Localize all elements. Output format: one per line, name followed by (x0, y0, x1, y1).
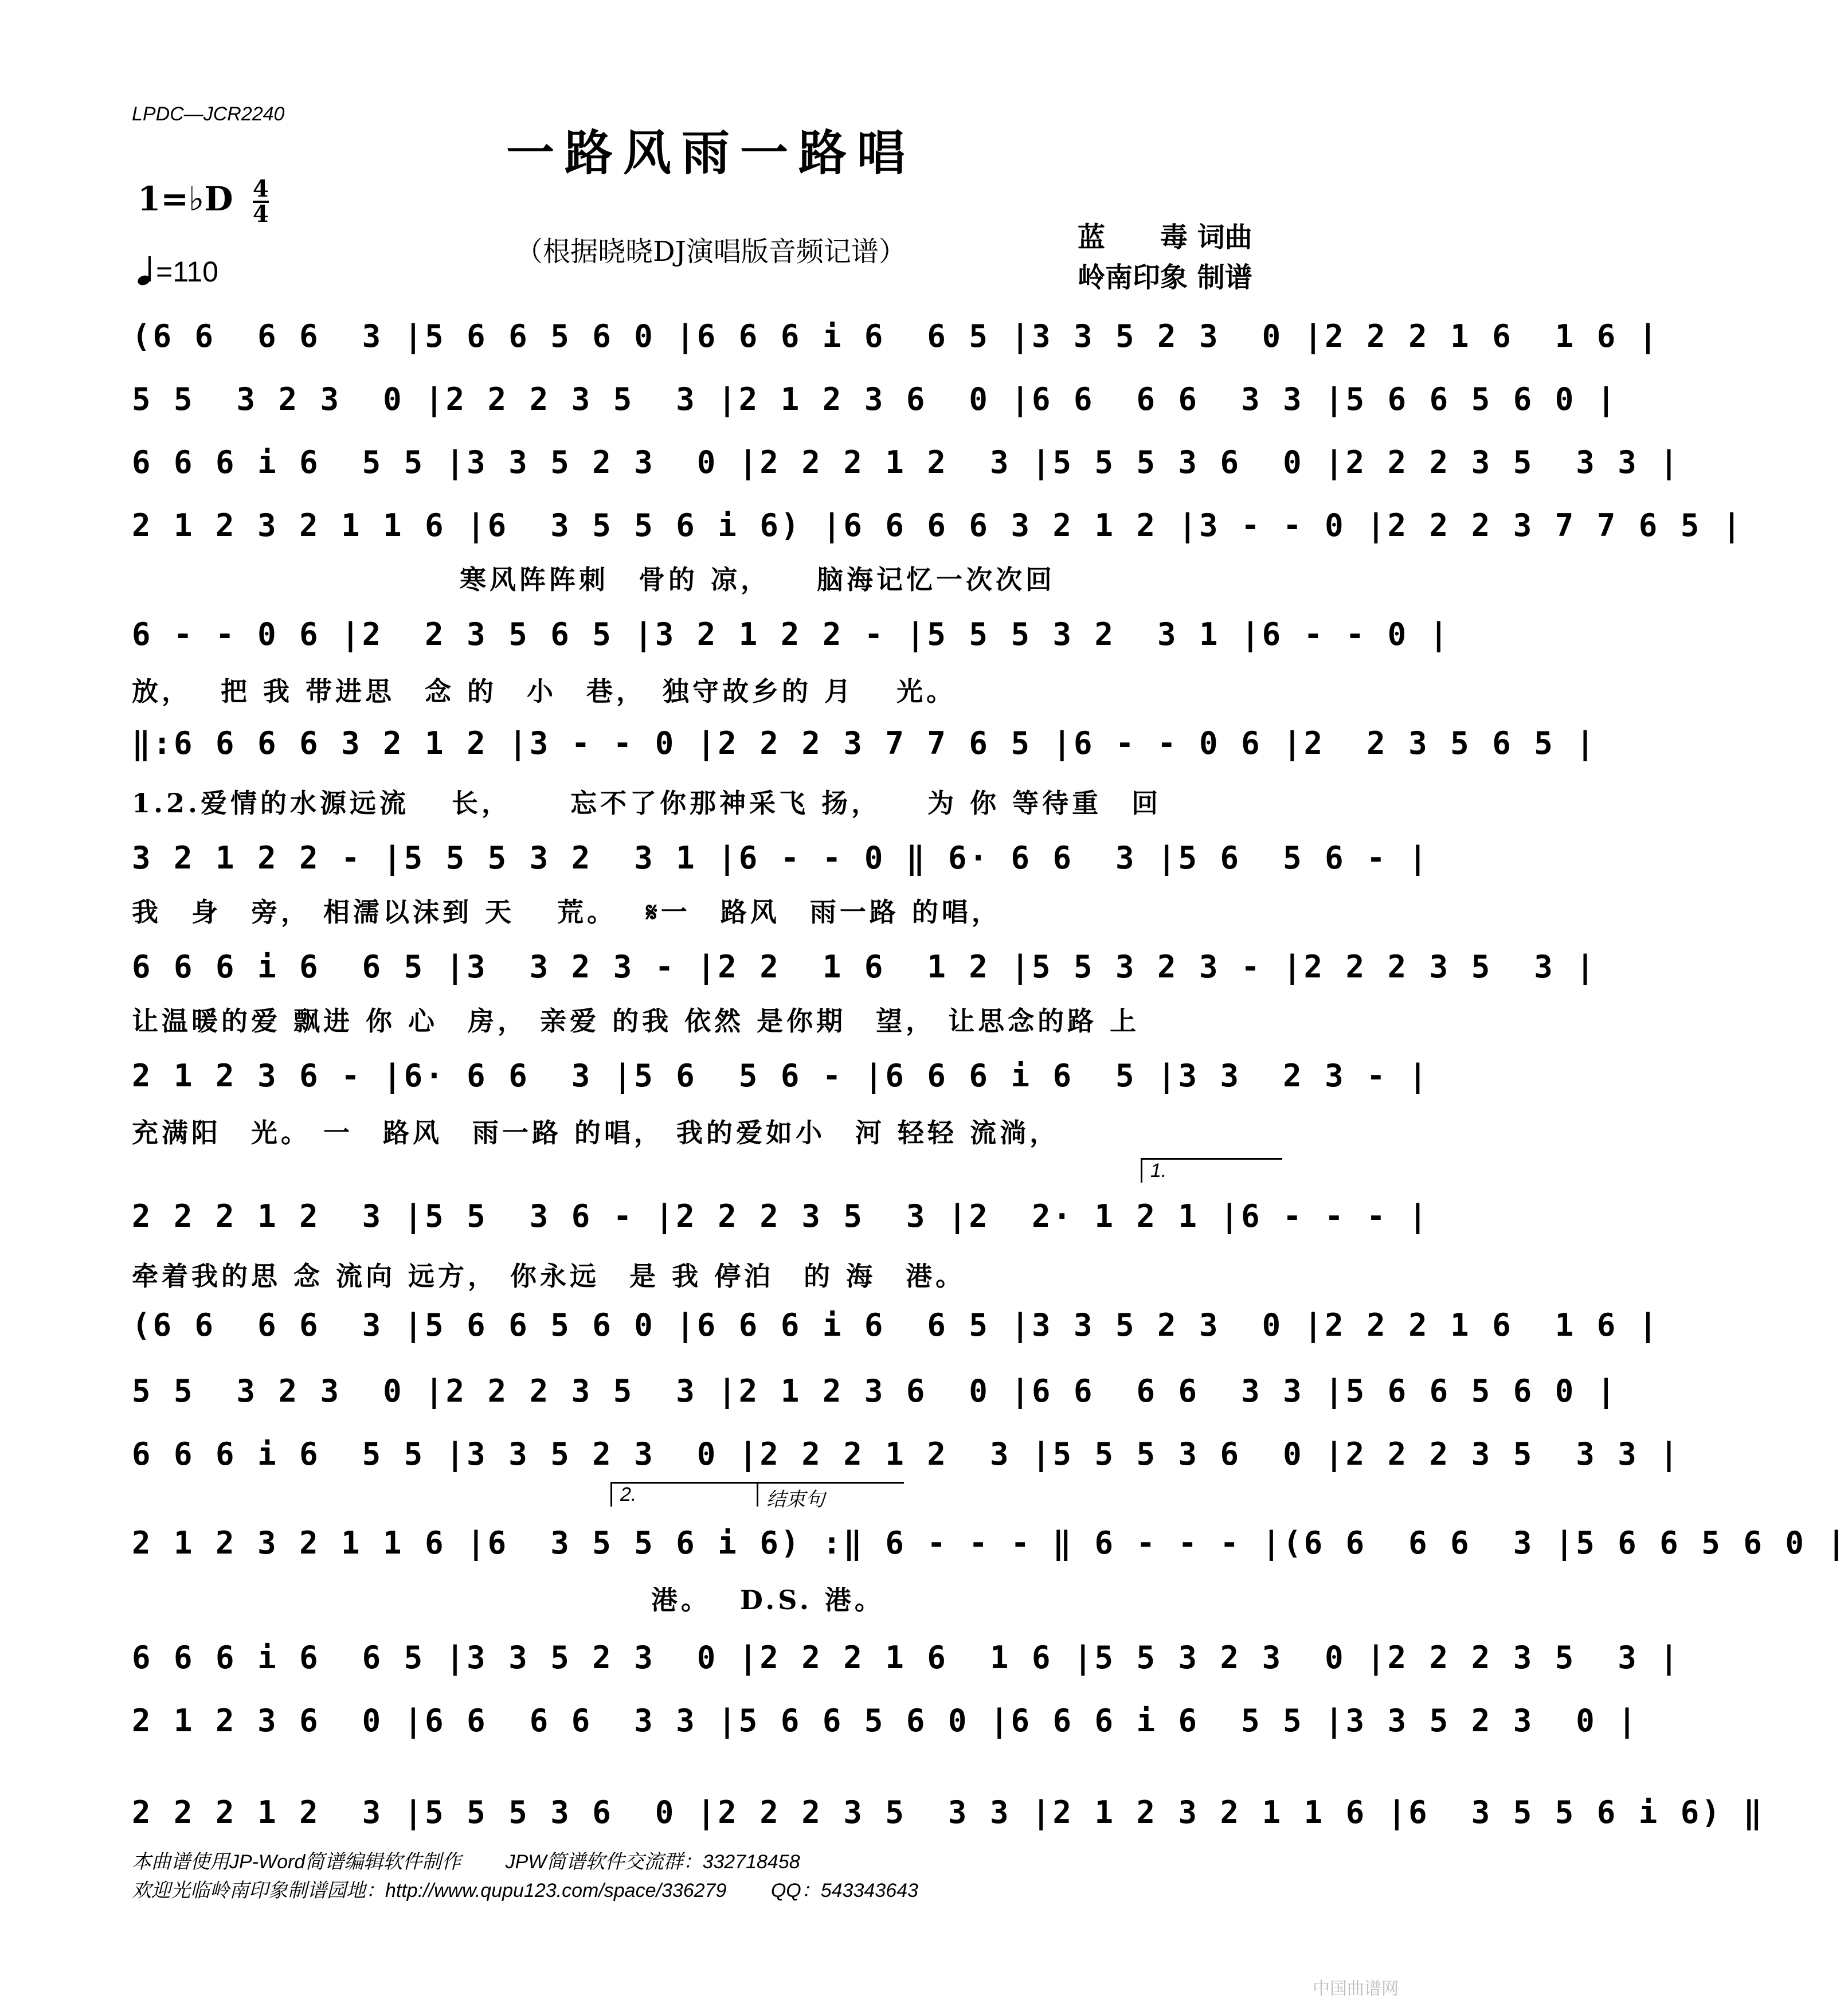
footer-line-1: 本曲谱使用JP-Word简谱编辑软件制作 JPW简谱软件交流群：332718458 (132, 1851, 800, 1873)
time-signature (252, 175, 269, 228)
credit-lyrics: 蓝 毒 词曲 (1078, 221, 1252, 253)
tempo-value: =110 (156, 256, 218, 288)
volta-second: 2. (610, 1482, 758, 1507)
notation-line: 5 5 3 2 3 0 |2 2 2 3 5 3 |2 1 2 3 6 0 |6 6 6 6 3 3 |5 6 6 5 6 0 | (132, 1373, 1618, 1409)
volta-ending: 结束句 (757, 1482, 904, 1507)
lyric-line: 牵着我的思 念 流向 远方， 你永远 是 我 停泊 的 海 港。 (132, 1261, 966, 1292)
lyric-line: 放， 把 我 带进思 念 的 小 巷， 独守故乡的 月 光。 (132, 676, 957, 707)
notation-line: (6 6 6 6 3 |5 6 6 5 6 0 |6 6 6 i 6 6 5 |3 3 5 2 3 0 |2 2 2 1 6 1 6 | (132, 1307, 1660, 1343)
notation-line: 6 6 6 i 6 5 5 |3 3 5 2 3 0 |2 2 2 1 2 3 |5 5 5 3 6 0 |2 2 2 3 5 3 3 | (132, 1436, 1681, 1472)
key-label: 1=♭D (138, 179, 233, 218)
notation-line: 2 1 2 3 2 1 1 6 |6 3 5 5 6 i 6) :‖ 6 - - - ‖ 6 - - - |(6 6 6 6 3 |5 6 6 5 6 0 | (132, 1525, 1848, 1561)
notation-line: 6 - - 0 6 |2 2 3 5 6 5 |3 2 1 2 2 - |5 5 5 3 2 3 1 |6 - - 0 | (132, 616, 1451, 652)
notation-line: 6 6 6 i 6 5 5 |3 3 5 2 3 0 |2 2 2 1 2 3 |5 5 5 3 6 0 |2 2 2 3 5 3 3 | (132, 444, 1681, 480)
key-signature (138, 175, 269, 228)
lyric-line: 港。 D.S. 港。 (132, 1584, 884, 1615)
volta-first: 1. (1141, 1158, 1282, 1183)
notation-line: 3 2 1 2 2 - |5 5 5 3 2 3 1 |6 - - 0 ‖ 6· 6 6 3 |5 6 5 6 - | (132, 840, 1430, 876)
lyric-line: 寒风阵阵刺 骨的 凉， 脑海记忆一次次回 (132, 564, 1056, 595)
notation-line: 6 6 6 i 6 6 5 |3 3 2 3 - |2 2 1 6 1 2 |5 5 3 2 3 - |2 2 2 3 5 3 | (132, 949, 1597, 985)
credit-score: 岭南印象 制谱 (1078, 261, 1252, 294)
subtitle: （根据晓晓DJ演唱版音频记谱） (515, 236, 906, 268)
watermark: 中国曲谱网 (1313, 1979, 1399, 1999)
notation-line: ‖:6 6 6 6 3 2 1 2 |3 - - 0 |2 2 2 3 7 7 6 5 |6 - - 0 6 |2 2 3 5 6 5 | (132, 725, 1597, 761)
notation-line: 2 1 2 3 6 - |6· 6 6 3 |5 6 5 6 - |6 6 6 i 6 5 |3 3 2 3 - | (132, 1058, 1430, 1094)
notation-line: 2 1 2 3 6 0 |6 6 6 6 3 3 |5 6 6 5 6 0 |6 6 6 i 6 5 5 |3 3 5 2 3 0 | (132, 1703, 1639, 1739)
time-bottom: 4 (252, 201, 269, 228)
notation-line: 5 5 3 2 3 0 |2 2 2 3 5 3 |2 1 2 3 6 0 |6 6 6 6 3 3 |5 6 6 5 6 0 | (132, 381, 1618, 417)
notation-line: 2 2 2 1 2 3 |5 5 3 6 - |2 2 2 3 5 3 |2 2· 1 2 1 |6 - - - | (132, 1198, 1430, 1234)
lyric-line: 让温暖的爱 飘进 你 心 房， 亲爱 的我 依然 是你期 望， 让思念的路 上 (132, 1006, 1140, 1036)
notation-line: (6 6 6 6 3 |5 6 6 5 6 0 |6 6 6 i 6 6 5 |3 3 5 2 3 0 |2 2 2 1 6 1 6 | (132, 318, 1660, 354)
notation-line: 2 2 2 1 2 3 |5 5 5 3 6 0 |2 2 2 3 5 3 3 |2 1 2 3 2 1 1 6 |6 3 5 5 6 i 6) ‖ (132, 1794, 1764, 1830)
lyric-line: 我 身 旁， 相濡以沫到 天 荒。 𝄋一 路风 雨一路 的唱， (132, 897, 1001, 928)
notation-line: 6 6 6 i 6 6 5 |3 3 5 2 3 0 |2 2 2 1 6 1 6 |5 5 3 2 3 0 |2 2 2 3 5 3 | (132, 1640, 1681, 1676)
page-title: 一路风雨一路唱 (506, 124, 915, 181)
time-top: 4 (252, 175, 269, 202)
notation-line: 2 1 2 3 2 1 1 6 |6 3 5 5 6 i 6) |6 6 6 6 3 2 1 2 |3 - - 0 |2 2 2 3 7 7 6 5 | (132, 507, 1744, 543)
score-code: LPDC—JCR2240 (132, 103, 285, 125)
lyric-line: 1.2.爱情的水源远流 长， 忘不了你那神采飞 扬， 为 你 等待重 回 (132, 788, 1162, 819)
lyric-line: 充满阳 光。 一 路风 雨一路 的唱， 我的爱如小 河 轻轻 流淌， (132, 1117, 1060, 1148)
footer-line-2: 欢迎光临岭南印象制谱园地：http://www.qupu123.com/space/336279 QQ：543343643 (132, 1880, 918, 1902)
